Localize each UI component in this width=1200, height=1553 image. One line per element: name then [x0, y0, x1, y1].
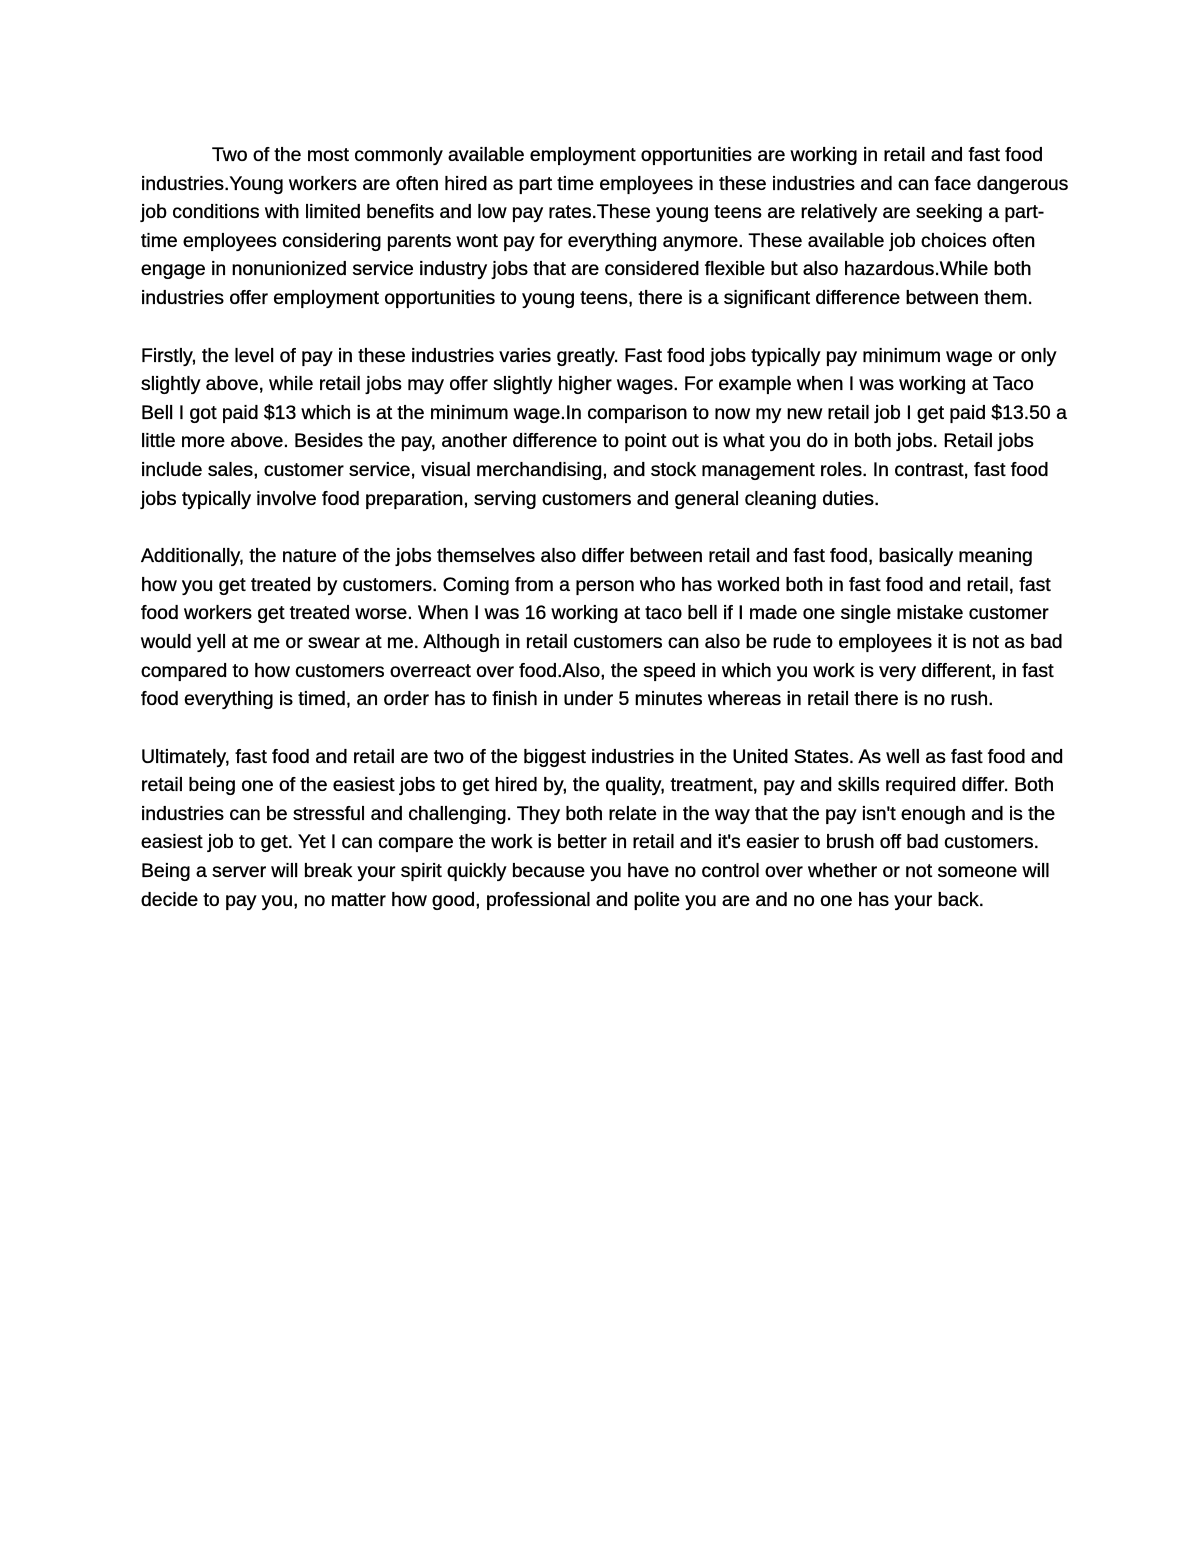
paragraph-conclusion: Ultimately, fast food and retail are two of the biggest industries in the United States. As well as fast food and retail being one of the easiest jobs to get hired by, the quality, treatment, pay and skills required differ. Both industries can be stressful and challenging. They both relate in the way that the pay isn't enough and is the easiest job to get. Yet I can compare the work is better in retail and it's easier to brush off bad customers. Being a server will break your spirit quickly because you have no control over whether or not someone will decide to pay you, no matter how good, professional and polite you are and no one has your back.	[141, 745, 1064, 911]
paragraph-pay: Firstly, the level of pay in these industries varies greatly. Fast food jobs typically pay minimum wage or only slightly above, while retail jobs may offer slightly higher wages. For example when I was working at Taco Bell I got paid $13 which is at the minimum wage.In comparison to now my new retail job I get paid $13.50 a little more above. Besides the pay, another difference to point out is what you do in both jobs. Retail jobs include sales, customer service, visual merchandising, and stock management roles. In contrast, fast food jobs typically involve food preparation, serving customers and general cleaning duties.	[141, 344, 1067, 510]
paragraph-intro: Two of the most commonly available employment opportunities are working in retail and fast food industries.Young workers are often hired as part time employees in these industries and can face dangerous job conditions with limited benefits and low pay rates.These young teens are relatively are seeking a part-time employees considering parents wont pay for everything anymore. These available job choices often engage in nonunionized service industry jobs that are considered flexible but also hazardous.While both industries offer employment opportunities to young teens, there is a significant difference between them.	[141, 144, 1069, 309]
paragraph-treatment: Additionally, the nature of the jobs themselves also differ between retail and fast food, basically meaning how you get treated by customers. Coming from a person who has worked both in fast food and retail, fast food workers get treated worse. When I was 16 working at taco bell if I made one single mistake customer would yell at me or swear at me. Although in retail customers can also be rude to employees it is not as bad compared to how customers overreact over food.Also, the speed in which you work is very different, in fast food everything is timed, an order has to finish in under 5 minutes whereas in retail there is no rush.	[141, 545, 1063, 711]
essay-body	[141, 141, 1071, 943]
